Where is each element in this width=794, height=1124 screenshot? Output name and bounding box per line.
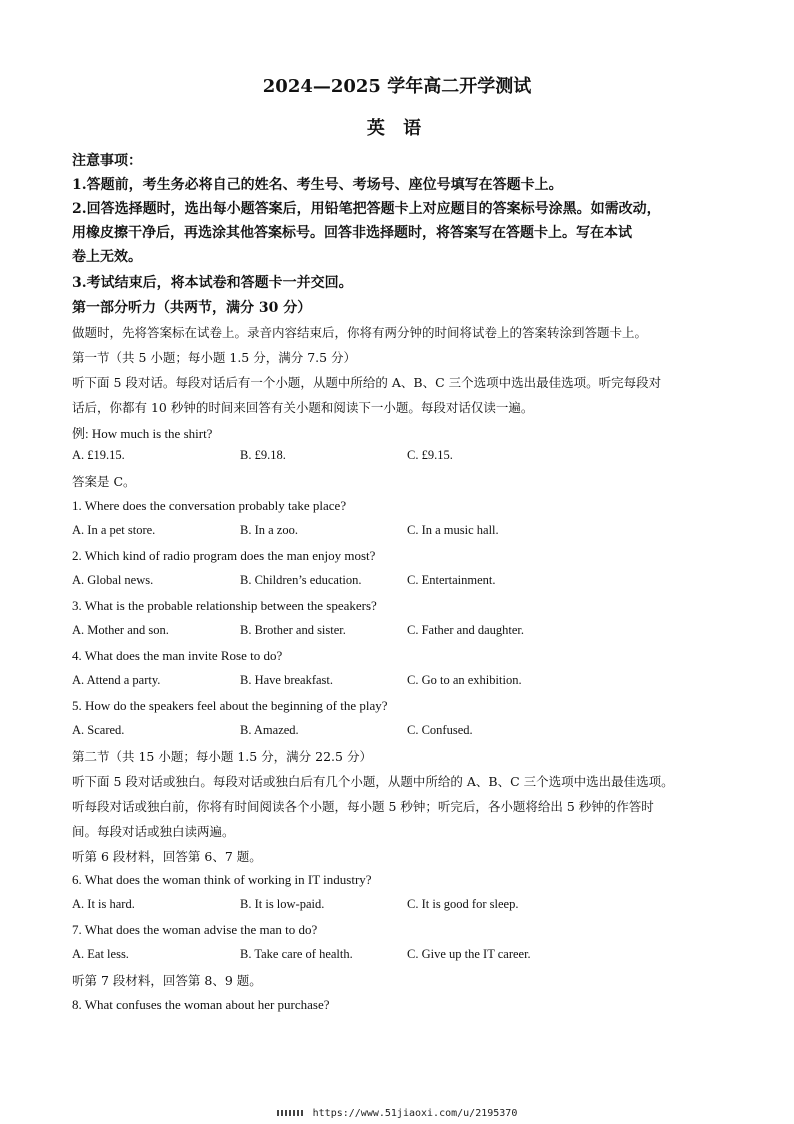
question-1: 1. Where does the conversation probably take place?: [72, 498, 347, 513]
footer-url[interactable]: https://www.51jiaoxi.com/u/2195370: [312, 1108, 518, 1119]
question-3-option-c: C. Father and daughter.: [407, 623, 524, 637]
section1-instruction-line-1: 听下面 5 段对话。每段对话后有一个小题，从题中所给的 A、B、C 三个选项中选出最佳选项。听完每段对: [72, 375, 662, 390]
question-6-option-a: A. It is hard.: [72, 897, 135, 911]
question-4-option-c: C. Go to an exhibition.: [407, 673, 522, 687]
question-3-option-a: A. Mother and son.: [72, 623, 169, 637]
question-2-option-c: C. Entertainment.: [407, 573, 496, 587]
question-2-option-b: B. Children’s education.: [240, 573, 362, 587]
question-4: 4. What does the man invite Rose to do?: [72, 648, 283, 663]
question-1-option-a: A. In a pet store.: [72, 523, 156, 537]
question-2: 2. Which kind of radio program does the man enjoy most?: [72, 548, 376, 563]
question-5-option-b: B. Amazed.: [240, 723, 299, 737]
question-6: 6. What does the woman think of working in IT industry?: [72, 872, 372, 887]
subject-title: 英 语: [366, 118, 428, 139]
example-option-a: A. £19.15.: [72, 448, 125, 462]
section2-heading: 第二节（共 15 小题；每小题 1.5 分，满分 22.5 分）: [72, 749, 372, 764]
notice-item-2-line-1: 2.回答选择题时，选出每小题答案后，用铅笔把答题卡上对应题目的答案标号涂黑。如需改动，: [72, 201, 661, 217]
part1-heading: 第一部分听力（共两节，满分 30 分）: [72, 300, 312, 316]
section2-instruction-line-1: 听下面 5 段对话或独白。每段对话或独白后有几个小题，从题中所给的 A、B、C 三个选项中选出最佳选项。: [72, 774, 674, 789]
part1-instruction: 做题时，先将答案标在试卷上。录音内容结束后，你将有两分钟的时间将试卷上的答案转涂到答题卡上。: [72, 325, 648, 340]
question-6-option-c: C. It is good for sleep.: [407, 897, 519, 911]
question-5-option-a: A. Scared.: [72, 723, 125, 737]
notice-heading: 注意事项：: [72, 153, 142, 169]
section1-heading: 第一节（共 5 小题；每小题 1.5 分，满分 7.5 分）: [72, 350, 357, 365]
notice-item-2-line-2: 用橡皮擦干净后，再选涂其他答案标号。回答非选择题时，将答案写在答题卡上。写在本试: [72, 225, 632, 241]
notice-item-2-line-3: 卷上无效。: [72, 249, 142, 265]
question-7: 7. What does the woman advise the man to do?: [72, 922, 318, 937]
question-8: 8. What confuses the woman about her purchase?: [72, 997, 330, 1012]
section1-instruction-line-2: 话后，你都有 10 秒钟的时间来回答有关小题和阅读下一小题。每段对话仅读一遍。: [72, 400, 534, 415]
question-1-option-b: B. In a zoo.: [240, 523, 298, 537]
question-7-option-c: C. Give up the IT career.: [407, 947, 531, 961]
example-option-c: C. £9.15.: [407, 448, 453, 462]
question-6-option-b: B. It is low-paid.: [240, 897, 325, 911]
example-answer: 答案是 C。: [72, 474, 136, 489]
material-6-instruction: 听第 6 段材料，回答第 6、7 题。: [72, 849, 262, 864]
question-4-option-b: B. Have breakfast.: [240, 673, 334, 687]
question-7-option-a: A. Eat less.: [72, 947, 129, 961]
question-1-option-c: C. In a music hall.: [407, 523, 499, 537]
question-4-option-a: A. Attend a party.: [72, 673, 161, 687]
question-3-option-b: B. Brother and sister.: [240, 623, 346, 637]
watermark-logo-icon: [277, 1110, 305, 1116]
question-2-option-a: A. Global news.: [72, 573, 154, 587]
material-7-instruction: 听第 7 段材料，回答第 8、9 题。: [72, 973, 262, 988]
section2-instruction-line-3: 间。每段对话或独白读两遍。: [72, 824, 235, 839]
page-title: 2024—2025 学年高二开学测试: [262, 76, 532, 97]
question-5: 5. How do the speakers feel about the beginning of the play?: [72, 698, 388, 713]
question-7-option-b: B. Take care of health.: [240, 947, 353, 961]
example-option-b: B. £9.18.: [240, 448, 286, 462]
question-5-option-c: C. Confused.: [407, 723, 473, 737]
notice-item-1: 1.答题前，考生务必将自己的姓名、考生号、考场号、座位号填写在答题卡上。: [72, 177, 563, 193]
footer-watermark: [0, 1108, 794, 1119]
section2-instruction-line-2: 听每段对话或独白前，你将有时间阅读各个小题，每小题 5 秒钟；听完后，各小题将给出 5 秒钟的作答时: [72, 799, 654, 814]
question-3: 3. What is the probable relationship between the speakers?: [72, 598, 377, 613]
example-question: 例: How much is the shirt?: [72, 426, 213, 441]
notice-item-3: 3.考试结束后，将本试卷和答题卡一并交回。: [72, 275, 353, 291]
